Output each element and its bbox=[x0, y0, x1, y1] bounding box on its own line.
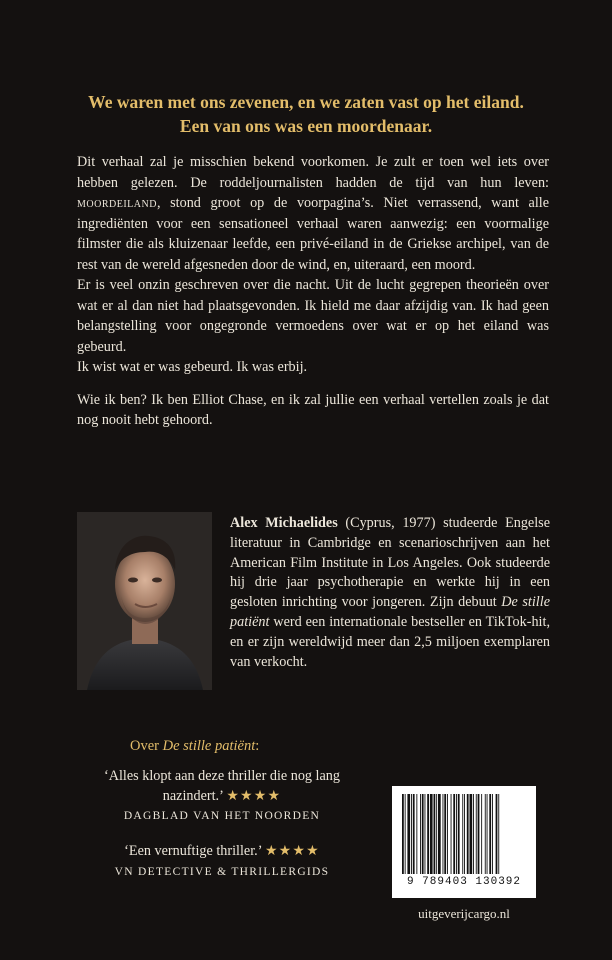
barcode-bar bbox=[451, 794, 452, 874]
barcode-bar bbox=[485, 794, 486, 874]
reviews-heading-prefix: Over bbox=[130, 738, 163, 754]
barcode-bar bbox=[473, 794, 474, 874]
debut-title: De stille patiënt bbox=[230, 594, 550, 630]
review-quote bbox=[77, 767, 367, 806]
synopsis-paragraph-2: Er is veel onzin geschreven over die nacht. Uit de lucht gegrepen theorieën over wat er al dan niet had plaatsgevonden. Ik hield me daar afzijdig van. Ik had geen belangstelling voor ongegronde vermoedens over wat er op het eiland was gebeurd. bbox=[77, 277, 549, 355]
tagline bbox=[40, 90, 572, 138]
publisher-website: uitgeverijcargo.nl bbox=[418, 906, 510, 921]
author-bio bbox=[230, 514, 550, 672]
tagline-line-2: Een van ons was een moordenaar. bbox=[179, 116, 433, 136]
review-quote-text: ‘Een vernuftige thriller.’ bbox=[124, 843, 262, 859]
synopsis-paragraph-3: Ik wist wat er was gebeurd. Ik was erbij. bbox=[77, 359, 308, 375]
barcode-bar bbox=[443, 794, 444, 874]
barcode-bar bbox=[430, 794, 433, 874]
barcode-bar bbox=[413, 794, 415, 874]
reviews-section bbox=[77, 738, 367, 878]
barcode-bar bbox=[458, 794, 460, 874]
author-bio-text: werd een internationale bestseller en TikTok-hit, en er zijn wereldwijd meer dan 2,5 miljoen exemplaren van verkocht. bbox=[230, 613, 550, 670]
review-quote bbox=[77, 842, 367, 862]
barcode-bar bbox=[489, 794, 491, 874]
review-2 bbox=[77, 842, 367, 878]
barcode-bar bbox=[496, 794, 498, 874]
barcode-bar bbox=[470, 794, 473, 874]
barcode-bar bbox=[487, 794, 488, 874]
barcode-bar bbox=[438, 794, 441, 874]
review-quote-text: ‘Alles klopt aan deze thriller die nog lang nazindert.’ bbox=[104, 768, 340, 804]
barcode-bar bbox=[405, 794, 406, 874]
barcode-bar bbox=[481, 794, 482, 874]
barcode-bar bbox=[444, 794, 446, 874]
barcode-bar bbox=[464, 794, 465, 874]
barcode-bar bbox=[402, 794, 404, 874]
review-1 bbox=[77, 767, 367, 822]
barcode-bar bbox=[411, 794, 412, 874]
barcode bbox=[392, 786, 536, 898]
author-photo bbox=[77, 512, 212, 690]
synopsis bbox=[77, 152, 549, 431]
barcode-bar bbox=[498, 794, 499, 874]
star-rating-icon: ★★★★ bbox=[264, 843, 320, 859]
barcode-bar bbox=[434, 794, 436, 874]
moordeiland-headline: moordeiland bbox=[77, 195, 157, 211]
reviews-heading-title: De stille patiënt bbox=[162, 738, 256, 754]
barcode-bar bbox=[422, 794, 424, 874]
barcode-bar bbox=[425, 794, 426, 874]
author-bio-paragraph bbox=[230, 514, 550, 672]
barcode-bar bbox=[420, 794, 421, 874]
review-source: VN DETECTIVE & THRILLERGIDS bbox=[114, 865, 330, 878]
barcode-bar bbox=[407, 794, 410, 874]
tagline-line-1: We waren met ons zevenen, en we zaten vast op het eiland. bbox=[88, 92, 524, 112]
reviews-heading-suffix: : bbox=[255, 738, 260, 754]
review-source: DAGBLAD VAN HET NOORDEN bbox=[123, 810, 321, 822]
barcode-bar bbox=[478, 794, 480, 874]
barcode-bar bbox=[456, 794, 457, 874]
barcode-bar bbox=[476, 794, 477, 874]
barcode-bar bbox=[453, 794, 455, 874]
barcode-bar bbox=[467, 794, 469, 874]
star-rating-icon: ★★★★ bbox=[226, 787, 282, 804]
author-name: Alex Michaelides bbox=[230, 515, 338, 531]
synopsis-text: , stond groot op de voorpagina’s. Niet verrassend, want alle ingrediënten voor een sensationeel verhaal waren aanwezig: een voormalige filmster die als kluizenaar leefde, een privé-eiland in de Griekse archipel, van de rest van de wereld afgesneden door de wind, en, uiteraard, een moord. bbox=[77, 195, 549, 273]
barcode-bar bbox=[427, 794, 429, 874]
isbn-number: 9 789403 130392 bbox=[406, 876, 522, 888]
barcode-bar bbox=[447, 794, 448, 874]
barcode-bar bbox=[462, 794, 463, 874]
barcode-bars-icon bbox=[402, 794, 526, 874]
reviews-heading bbox=[130, 738, 367, 755]
synopsis-paragraph-4: Wie ik ben? Ik ben Elliot Chase, en ik zal jullie een verhaal vertellen zoals je dat nog nooit hebt gehoord. bbox=[77, 391, 549, 428]
synopsis-text: Dit verhaal zal je misschien bekend voorkomen. Je zult er toen wel iets over hebben gelezen. De roddeljournalisten hadden de tijd van hun leven: bbox=[77, 154, 549, 191]
barcode-bar bbox=[492, 794, 493, 874]
synopsis-paragraph-1 bbox=[77, 152, 549, 275]
author-portrait-illustration bbox=[77, 512, 212, 690]
author-bio-text: (Cyprus, 1977) studeerde Engelse literatuur in Cambridge en scenarioschrijven aan het American Film Institute in Los Angeles. Ook studeerde hij drie jaar psychotherapie en werkte hij in een gesloten inrichting voor jongeren. Zijn debuut bbox=[230, 515, 550, 611]
barcode-bar bbox=[416, 794, 417, 874]
barcode-bar bbox=[436, 794, 437, 874]
